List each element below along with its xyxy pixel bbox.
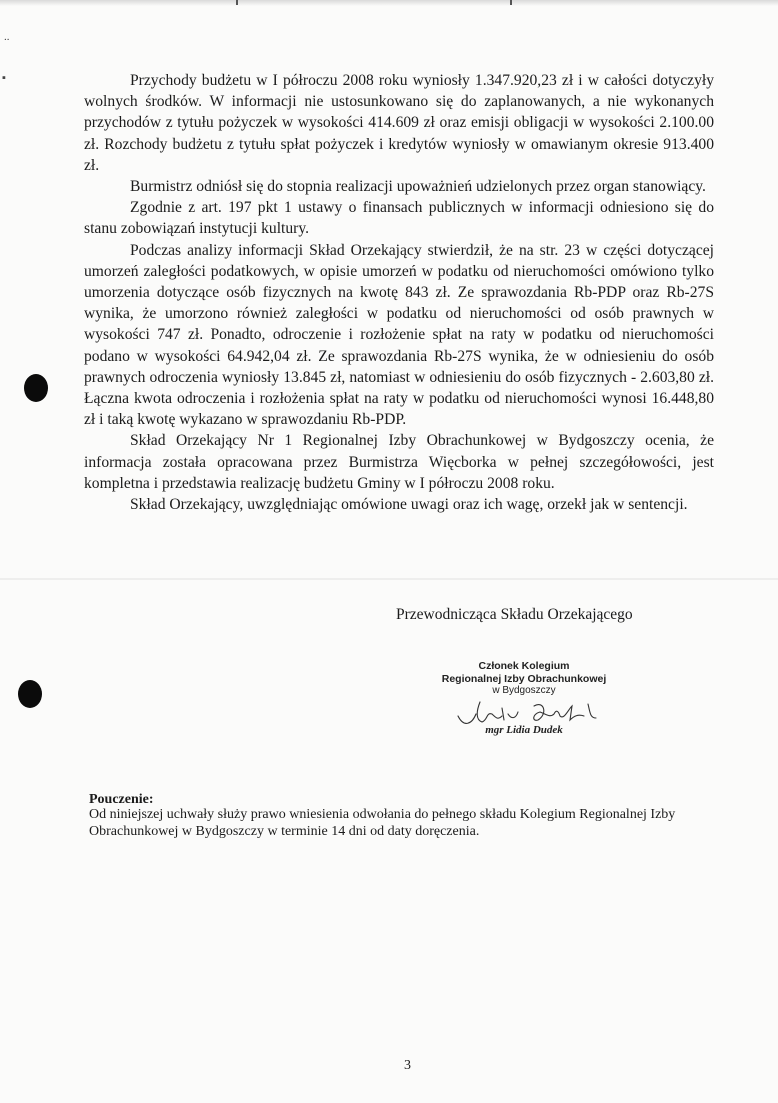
paragraph-analysis-findings: Podczas analizy informacji Skład Orzekający stwierdził, że na str. 23 w części dotyczącej umorzeń zaległości podatkowych, w opisie umorzeń w podatku od nieruchomości omówiono tylko umorzenia dotyczące osób fizycznych na kwotę 843 zł. Ze sprawozdania Rb-PDP oraz Rb-27S wynika, że umorzono również zaległości w podatku od nieruchomości od osób prawnych w wysokości 747 zł. Ponadto, odroczenie i rozłożenie spłat na raty w podatku od nieruchomości podano w wysokości 64.942,04 zł. Ze sprawozdania Rb-27S wynika, że w odniesieniu do osób prawnych odroczenia wyniosły 13.845 zł, natomiast w odniesieniu do osób fizycznych - 2.603,80 zł. Łączna kwota odroczenia i rozłożenia spłat na raty w podatku od nieruchomości wynosi 16.448,80 zł i taką kwotę wykazano w sprawozdaniu Rb-PDP.	[84, 241, 714, 429]
justification-text	[84, 70, 714, 515]
margin-speck: ∙∙	[4, 34, 10, 46]
stamp-line-3: w Bydgoszczy	[492, 685, 556, 696]
stamp-line-1: Członek Kolegium	[478, 660, 570, 672]
margin-speck: ▪	[2, 72, 6, 84]
punch-hole	[18, 680, 42, 708]
scan-top-edge	[0, 0, 778, 6]
paragraph-mayor-authorizations: Burmistrz odniósł się do stopnia realizacji upoważnień udzielonych przez organ stanowiący.	[130, 178, 706, 196]
paper-fold-line	[0, 578, 778, 580]
scan-edge-mark	[236, 0, 238, 5]
page-number: 3	[404, 1058, 411, 1073]
punch-hole	[24, 374, 48, 402]
paragraph-revenue: Przychody budżetu w I półroczu 2008 roku wyniosły 1.347.920,23 zł i w całości dotyczyły wolnych środków. W informacji nie ustosunkowano się do zaplanowanych, a nie wykonanych przychodów z tytułu pożyczek w wysokości 414.609 zł oraz emisji obligacji w wysokości 2.100.00 zł. Rozchody budżetu z tytułu spłat pożyczek i kredytów wyniosły w omawianym okresie 913.400 zł.	[84, 72, 714, 174]
scan-edge-mark	[510, 0, 512, 5]
stamp-line-2: Regionalnej Izby Obrachunkowej	[441, 672, 607, 685]
handwritten-signature	[452, 694, 602, 730]
notice-text: Od niniejszej uchwały służy prawo wniesienia odwołania do pełnego składu Kolegium Regionalnej Izby Obrachunkowej w Bydgoszczy w terminie 14 dni od daty doręczenia.	[89, 807, 676, 839]
notice-heading: Pouczenie:	[89, 792, 154, 807]
paragraph-assessment: Skład Orzekający Nr 1 Regionalnej Izby Obrachunkowej w Bydgoszczy ocenia, że informacja została opracowana przez Burmistrza Więcborka w pełnej szczegółowości, jest kompletna i przedstawia realizację budżetu Gminy w I półroczu 2008 roku.	[84, 432, 714, 492]
chair-title: Przewodnicząca Składu Orzekającego	[396, 606, 633, 623]
stamp-name: mgr Lidia Dudek	[485, 723, 563, 736]
paragraph-conclusion: Skład Orzekający, uwzględniając omówione uwagi oraz ich wagę, orzekł jak w sentencji.	[130, 496, 688, 514]
paragraph-culture-liabilities: Zgodnie z art. 197 pkt 1 ustawy o finansach publicznych w informacji odniesiono się do stanu zobowiązań instytucji kultury.	[84, 199, 714, 238]
